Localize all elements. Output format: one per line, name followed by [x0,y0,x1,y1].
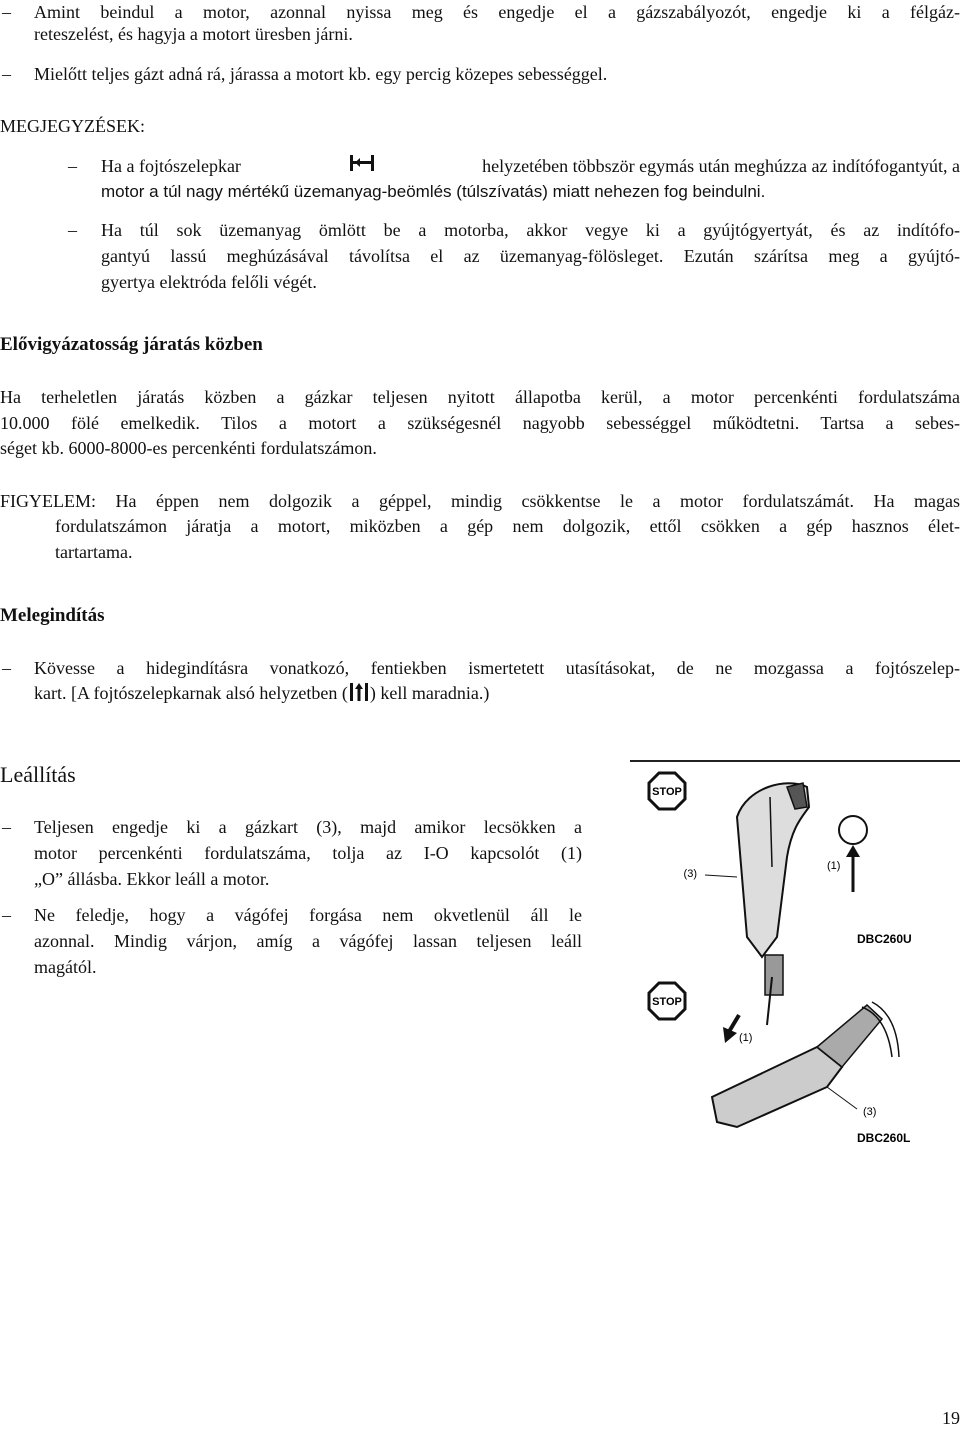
callout-3-top: (3) [683,868,697,880]
stop-bullet-2-line-1: Ne feledje, hogy a vágófej forgása nem okvetlenül áll le [34,905,582,925]
note-1-line-1 [101,154,960,180]
intro-bullet-1-line-1: Amint beindul a motor, azonnal nyissa meg és engedje el a gázszabályozót, engedje ki a félgáz- [34,2,960,22]
intro-bullet-2: Mielőtt teljes gázt adná rá, járassa a motort kb. egy percig közepes sebességgel. [34,64,608,84]
warmstart-line-2-pre: kart. [A fojtószelepkarnak alsó helyzetben ( [34,683,348,703]
warmstart-line-2 [34,681,960,710]
bullet-dash: – [2,2,11,22]
warmstart-line-2-post: ) kell maradnia.) [369,683,490,703]
intro-bullet-1-line-2: reteszelést, és hagyja a motort üresben járni. [34,24,353,44]
caution-para-line-1: Ha terheletlen járatás közben a gázkar teljesen nyitott állapotba kerül, a motor percenkénti fordulatszáma [0,387,960,407]
note-2-line-1: Ha túl sok üzemanyag ömlött be a motorba, akkor vegye ki a gyújtógyertyát, és az indítófo- [101,220,960,240]
note-1-post: helyzetében többször egymás után meghúzza az indítófogantyút, a [482,156,960,176]
choke-open-icon [348,682,370,710]
stop-heading: Leállítás [0,762,76,787]
model-label-bottom: DBC260L [857,1131,911,1145]
warmstart-heading: Melegindítás [0,605,105,626]
choke-closed-icon [349,154,375,180]
callout-1-top: (1) [827,860,841,872]
warning-line-2: fordulatszámon járatja a motort, miközben a gép nem dolgozik, ettől csökken a gép hasznos élet- [55,516,960,536]
callout-1-bottom: (1) [739,1032,753,1044]
bullet-dash: – [2,658,11,678]
stop-sign-top: STOP [652,786,682,798]
bullet-dash: – [2,905,11,925]
caution-para-line-2: 10.000 fölé emelkedik. Tilos a motort a szükségesnél nagyobb sebességgel működtetni. Tartsa a sebes- [0,413,960,433]
warning-line-3: tartartama. [55,542,133,562]
stop-sign-bottom: STOP [652,996,682,1008]
bullet-dash: – [68,156,77,176]
stop-bullet-1-line-2: motor percenkénti fordulatszáma, tolja az I-O kapcsolót (1) [34,843,582,863]
bullet-dash: – [2,817,11,837]
warning-line-1: FIGYELEM: Ha éppen nem dolgozik a géppel, mindig csökkentse le a motor fordulatszámát. Ha magas [0,491,960,511]
bullet-dash: – [2,64,11,84]
note-1-pre: Ha a fojtószelepkar [101,156,241,176]
model-label-top: DBC260U [857,932,912,946]
stop-bullet-1-line-1: Teljesen engedje ki a gázkart (3), majd amikor lecsökken a [34,817,582,837]
bullet-dash: – [68,220,77,240]
notes-heading: MEGJEGYZÉSEK: [0,116,145,136]
note-2-line-2: gantyú lassú meghúzásával távolítsa el az üzemanyag-fölösleget. Ezután szárítsa meg a gyújtó- [101,246,960,266]
stop-bullet-1-line-3: „O” állásba. Ekkor leáll a motor. [34,869,270,889]
caution-heading: Elővigyázatosság járatás közben [0,334,263,355]
warmstart-line-1: Kövesse a hidegindításra vonatkozó, fentiekben ismertetett utasításokat, de ne mozgassa a fojtószelep- [34,658,960,678]
handle-illustration [627,757,960,1162]
stop-bullet-2-line-3: magától. [34,957,97,977]
stop-switch-figure [627,757,960,1162]
caution-para-line-3: séget kb. 6000-8000-es percenkénti fordulatszámon. [0,438,377,458]
callout-3-bottom: (3) [863,1106,877,1118]
page-number: 19 [942,1408,960,1428]
stop-bullet-2-line-2: azonnal. Mindig várjon, amíg a vágófej lassan teljesen leáll [34,931,582,951]
note-2-line-3: gyertya elektróda felőli végét. [101,272,317,292]
note-1-line-2: motor a túl nagy mértékű üzemanyag-beömlés (túlszívatás) miatt nehezen fog beindulni. [101,182,766,201]
